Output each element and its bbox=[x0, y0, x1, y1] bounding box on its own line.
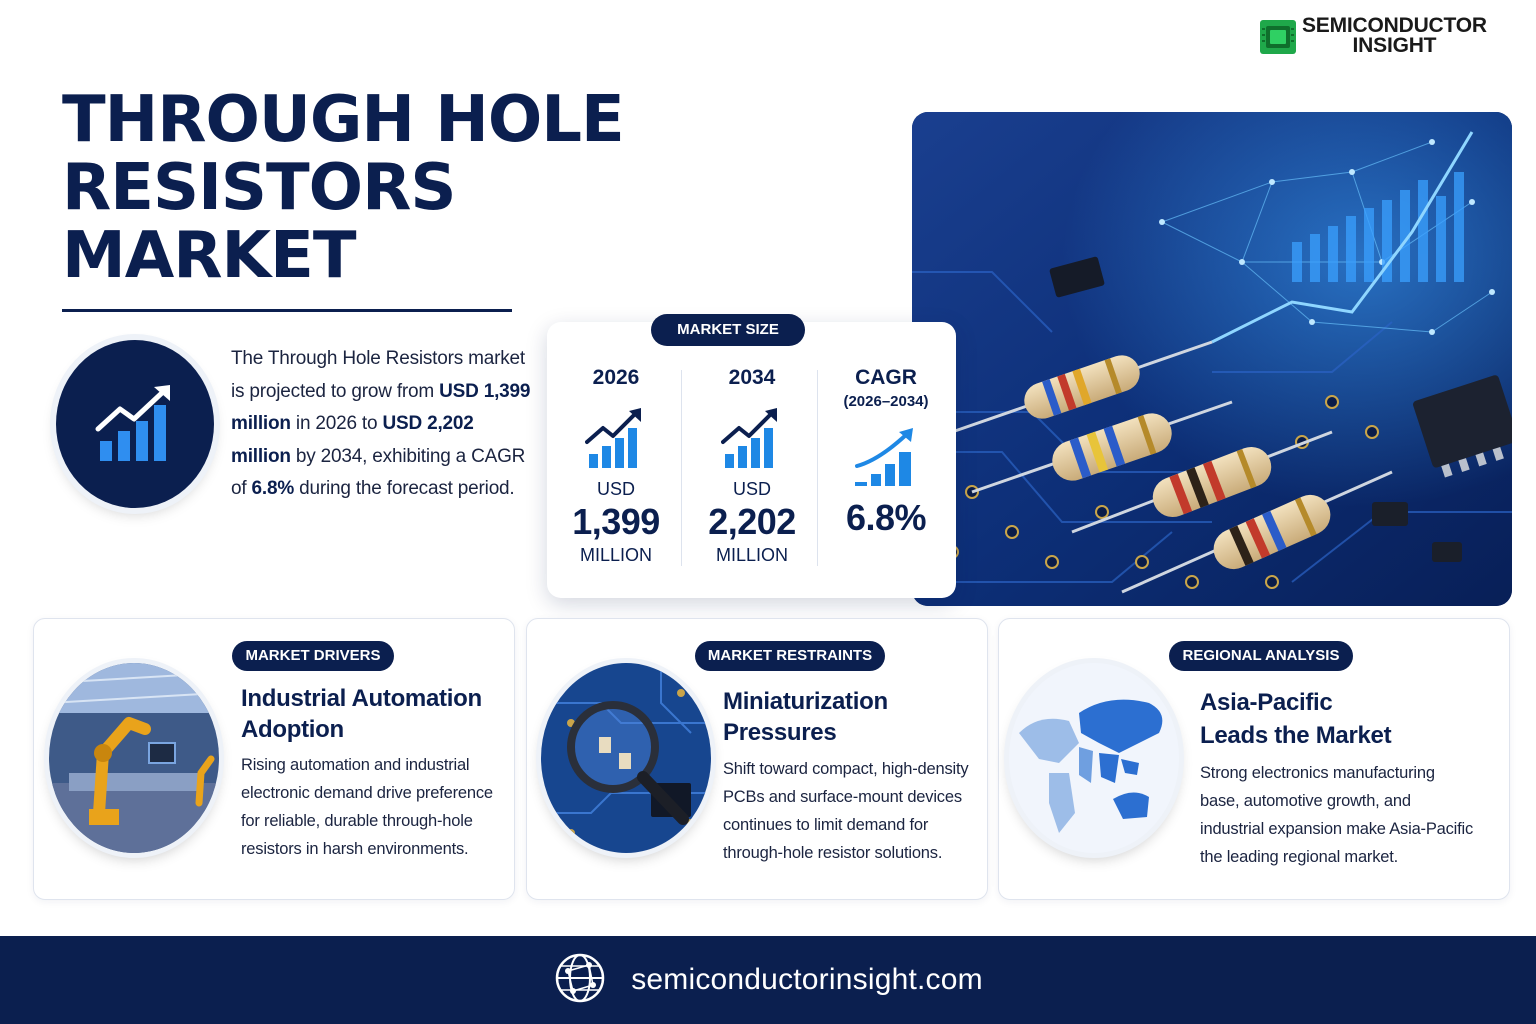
drivers-description bbox=[241, 751, 511, 863]
stat-currency: USD bbox=[732, 479, 771, 499]
brand-line-1: SEMICONDUCTOR bbox=[1302, 14, 1487, 37]
page-title bbox=[62, 83, 682, 293]
growth-chart-icon bbox=[685, 396, 819, 470]
restraints-desc-line: Shift toward compact, high-density bbox=[723, 760, 969, 778]
title-line-3: MARKET bbox=[62, 219, 356, 293]
restraints-title bbox=[723, 686, 888, 748]
regional-card bbox=[998, 618, 1510, 900]
regional-title-line-1: Asia-Pacific bbox=[1200, 689, 1333, 716]
stat-divider bbox=[681, 370, 682, 566]
title-line-1: THROUGH HOLE bbox=[62, 83, 624, 157]
regional-desc-line: industrial expansion make Asia-Pacific bbox=[1200, 820, 1474, 838]
restraints-desc-line: continues to limit demand for bbox=[723, 816, 929, 834]
footer-bar bbox=[0, 936, 1536, 1024]
restraints-description bbox=[723, 755, 985, 867]
market-size-label: MARKET SIZE bbox=[651, 314, 805, 346]
stat-2026 bbox=[549, 364, 683, 566]
stat-period: (2026–2034) bbox=[843, 393, 929, 410]
restraints-desc-line: PCBs and surface-mount devices bbox=[723, 788, 962, 806]
title-divider bbox=[62, 309, 512, 312]
drivers-card bbox=[33, 618, 515, 900]
intro-value-2026: USD 1,399 million bbox=[231, 380, 531, 434]
globe-network-icon bbox=[553, 951, 607, 1010]
intro-text-1: The Through Hole Resistors market is projected to grow from bbox=[231, 348, 526, 402]
growth-chart-icon bbox=[549, 396, 683, 470]
regional-desc-line: base, automotive growth, and bbox=[1200, 792, 1411, 810]
intro-text-3: by 2034, exhibiting a CAGR of bbox=[231, 445, 526, 499]
chip-icon bbox=[1258, 16, 1298, 56]
growth-chart-icon bbox=[56, 340, 214, 508]
drivers-desc-line: Rising automation and industrial bbox=[241, 756, 470, 774]
stat-divider bbox=[817, 370, 818, 566]
stat-currency: USD bbox=[596, 479, 635, 499]
restraints-label: MARKET RESTRAINTS bbox=[695, 641, 885, 671]
drivers-title-line-1: Industrial Automation bbox=[241, 685, 482, 712]
intro-text-2: in 2026 to bbox=[295, 413, 378, 434]
title-line-2: RESISTORS bbox=[62, 151, 456, 225]
drivers-title-line-2: Adoption bbox=[241, 716, 344, 743]
regional-title-line-2: Leads the Market bbox=[1200, 722, 1392, 749]
stat-cagr bbox=[819, 364, 953, 540]
intro-value-cagr: 6.8% bbox=[251, 478, 295, 499]
market-size-card bbox=[547, 322, 956, 598]
drivers-desc-line: for reliable, durable through-hole bbox=[241, 812, 473, 830]
stat-heading: 2026 bbox=[592, 366, 640, 389]
intro-value-2034: USD 2,202 million bbox=[231, 413, 474, 467]
restraints-title-line-1: Miniaturization bbox=[723, 688, 888, 715]
stat-2034 bbox=[685, 364, 819, 566]
regional-label: REGIONAL ANALYSIS bbox=[1169, 641, 1353, 671]
stat-value: 1,399 bbox=[572, 501, 660, 542]
regional-desc-line: Strong electronics manufacturing bbox=[1200, 764, 1435, 782]
brand-line-2: INSIGHT bbox=[1352, 34, 1437, 57]
growth-chart-icon bbox=[819, 416, 953, 488]
regional-desc-line: the leading regional market. bbox=[1200, 848, 1399, 866]
stat-heading: 2034 bbox=[728, 366, 776, 389]
world-map-image bbox=[1009, 663, 1179, 853]
factory-robot-image bbox=[49, 663, 219, 853]
stat-heading: CAGR bbox=[855, 366, 917, 389]
magnifier-pcb-image bbox=[541, 663, 711, 853]
drivers-label: MARKET DRIVERS bbox=[232, 641, 394, 671]
brand-logo bbox=[1258, 14, 1488, 58]
drivers-desc-line: electronic demand drive preference bbox=[241, 784, 493, 802]
stat-unit: MILLION bbox=[715, 545, 789, 565]
regional-title bbox=[1200, 686, 1391, 752]
stat-unit: MILLION bbox=[579, 545, 653, 565]
stat-value: 2,202 bbox=[708, 501, 796, 542]
regional-description bbox=[1200, 759, 1500, 871]
drivers-desc-line: resistors in harsh environments. bbox=[241, 840, 469, 858]
restraints-desc-line: through-hole resistor solutions. bbox=[723, 844, 943, 862]
footer-website-link[interactable]: semiconductorinsight.com bbox=[631, 963, 983, 996]
restraints-title-line-2: Pressures bbox=[723, 719, 837, 746]
hero-image-circuit-board bbox=[912, 112, 1512, 606]
intro-text-4: during the forecast period. bbox=[299, 478, 515, 499]
restraints-card bbox=[526, 618, 988, 900]
drivers-title bbox=[241, 683, 482, 745]
intro-summary bbox=[231, 343, 531, 506]
stat-value: 6.8% bbox=[845, 497, 927, 538]
